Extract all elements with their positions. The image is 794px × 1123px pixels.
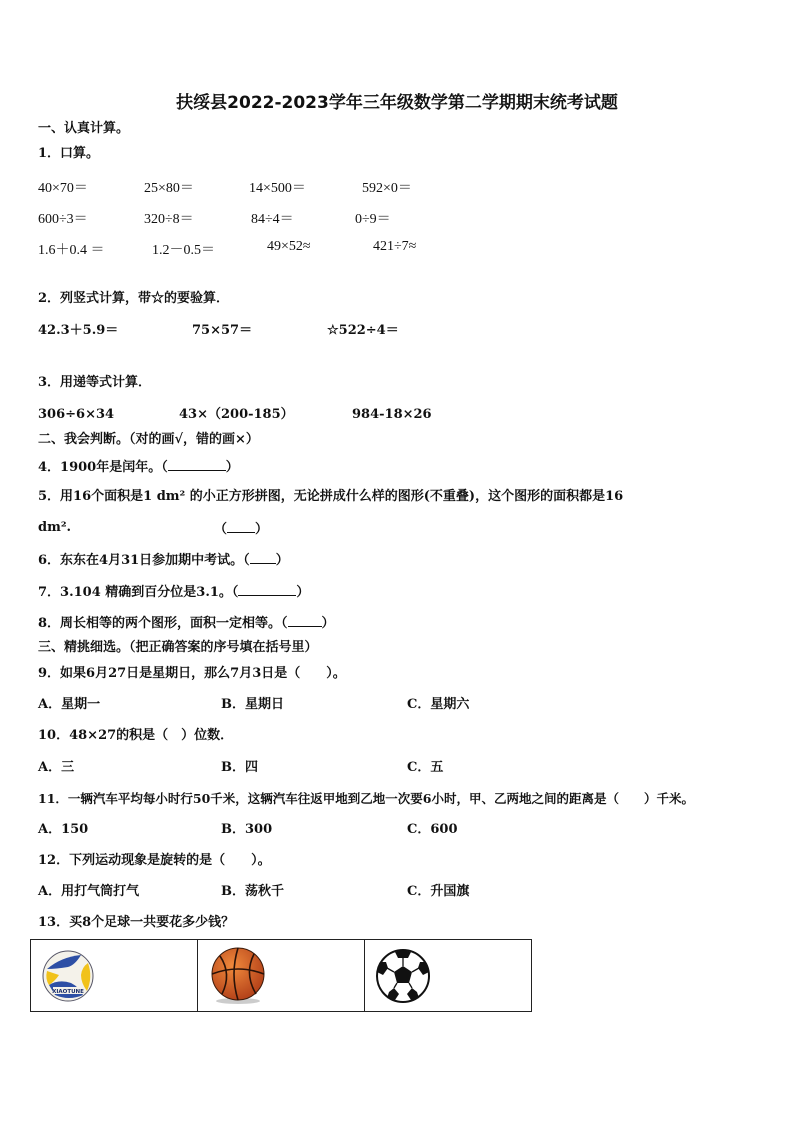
q10-stem: 10．48×27的积是（ ）位数．: [38, 728, 234, 743]
q7-close-paren: ）: [296, 585, 310, 600]
q2-item-2: 75×57＝: [192, 323, 253, 338]
q1-r2-c2: 320÷8＝: [144, 212, 194, 227]
q1-r1-c1: 40×70＝: [38, 181, 88, 196]
volleyball-icon: [41, 949, 95, 1003]
page-title: 扶绥县2022-2023学年三年级数学第二学期期末统考试题: [176, 93, 618, 113]
q1-r2-c4: 0÷9＝: [355, 212, 391, 227]
q8-close-paren: ）: [321, 616, 335, 631]
q12-option-c[interactable]: C．升国旗: [407, 884, 470, 899]
q11-option-c[interactable]: C．600: [407, 822, 458, 837]
soccer-ball-icon: [375, 948, 431, 1004]
q9-stem: 9．如果6月27日是星期日，那么7月3日是（ ）。: [38, 666, 346, 681]
q1-r3-c3: 49×52≈: [267, 239, 311, 254]
q10-option-b[interactable]: B．四: [221, 760, 258, 775]
q1-r3-c2: 1.2－0.5＝: [152, 243, 215, 258]
q4-close-paren: ）: [225, 460, 239, 475]
q2-item-1: 42.3＋5.9＝: [38, 323, 119, 338]
q3-label: 3．用递等式计算．: [38, 375, 152, 390]
q9-option-c[interactable]: C．星期六: [407, 697, 470, 712]
q8-answer-blank[interactable]: [288, 614, 322, 627]
q1-r3-c1: 1.6＋0.4 ＝: [38, 243, 105, 258]
q4-stem: 4．1900年是闰年。（: [38, 460, 168, 475]
q11-option-a[interactable]: A．150: [38, 822, 89, 837]
q1-r2-c1: 600÷3＝: [38, 212, 88, 227]
q13-ball-table: [30, 939, 532, 1012]
q10-option-c[interactable]: C．五: [407, 760, 444, 775]
q6-answer-blank[interactable]: [250, 551, 276, 564]
q1-r2-c3: 84÷4＝: [251, 212, 294, 227]
q4-text: [38, 458, 239, 476]
q9-option-b[interactable]: B．星期日: [221, 697, 284, 712]
q7-answer-blank[interactable]: [238, 583, 296, 596]
q1-r1-c2: 25×80＝: [144, 181, 194, 196]
q4-answer-blank[interactable]: [168, 458, 226, 471]
q13-cell-volleyball: [31, 940, 198, 1012]
q5-answer: [214, 520, 268, 538]
section-3-heading: 三、精挑细选。（把正确答案的序号填在括号里）: [38, 640, 318, 655]
section-1-heading: 一、认真计算。: [38, 121, 130, 136]
q13-cell-basketball: [198, 940, 365, 1012]
q3-item-1: 306÷6×34: [38, 407, 115, 422]
q6-text: [38, 551, 289, 569]
q5-open-paren: （: [214, 522, 228, 537]
q5-answer-blank[interactable]: [227, 520, 255, 533]
section-2-heading: 二、我会判断。（对的画√，错的画×）: [38, 432, 259, 447]
q13-cell-soccer-ball: [365, 940, 532, 1012]
q12-option-a[interactable]: A．用打气筒打气: [38, 884, 140, 899]
q1-r1-c3: 14×500＝: [249, 181, 306, 196]
q10-option-a[interactable]: A．三: [38, 760, 75, 775]
q2-item-3: ☆522÷4＝: [327, 323, 399, 338]
svg-text:XIAOTUNE: XIAOTUNE: [52, 988, 84, 995]
q8-text: [38, 614, 335, 632]
q9-option-a[interactable]: A．星期一: [38, 697, 101, 712]
q8-stem: 8．周长相等的两个图形，面积一定相等。（: [38, 616, 288, 631]
q11-stem: 11．一辆汽车平均每小时行50千米，这辆汽车往返甲地到乙地一次要6小时，甲、乙两地之间的距离是（ ）千米。: [38, 791, 694, 806]
q7-text: [38, 583, 309, 601]
q5-line-1: 5．用16个面积是1 dm² 的小正方形拼图，无论拼成什么样的图形(不重叠)，这个图形的面积都是16: [38, 489, 624, 504]
q2-label: 2．列竖式计算，带☆的要验算．: [38, 291, 230, 306]
q6-stem: 6．东东在4月31日参加期中考试。（: [38, 553, 250, 568]
q3-item-2: 43×（200-185）: [179, 407, 294, 422]
q5-close-paren: ）: [255, 522, 269, 537]
q12-stem: 12．下列运动现象是旋转的是（ ）。: [38, 853, 271, 868]
q11-option-b[interactable]: B．300: [221, 822, 273, 837]
q1-label: 1．口算。: [38, 146, 100, 161]
q5-line-2: dm².: [38, 520, 72, 535]
q13-stem: 13．买8个足球一共要花多少钱？: [38, 915, 235, 930]
basketball-icon: [208, 946, 268, 1006]
q6-close-paren: ）: [275, 553, 289, 568]
q1-r1-c4: 592×0＝: [362, 181, 412, 196]
q1-r3-c4: 421÷7≈: [373, 239, 417, 254]
q3-item-3: 984-18×26: [352, 407, 432, 422]
q7-stem: 7．3.104 精确到百分位是3.1。（: [38, 585, 239, 600]
q12-option-b[interactable]: B．荡秋千: [221, 884, 284, 899]
